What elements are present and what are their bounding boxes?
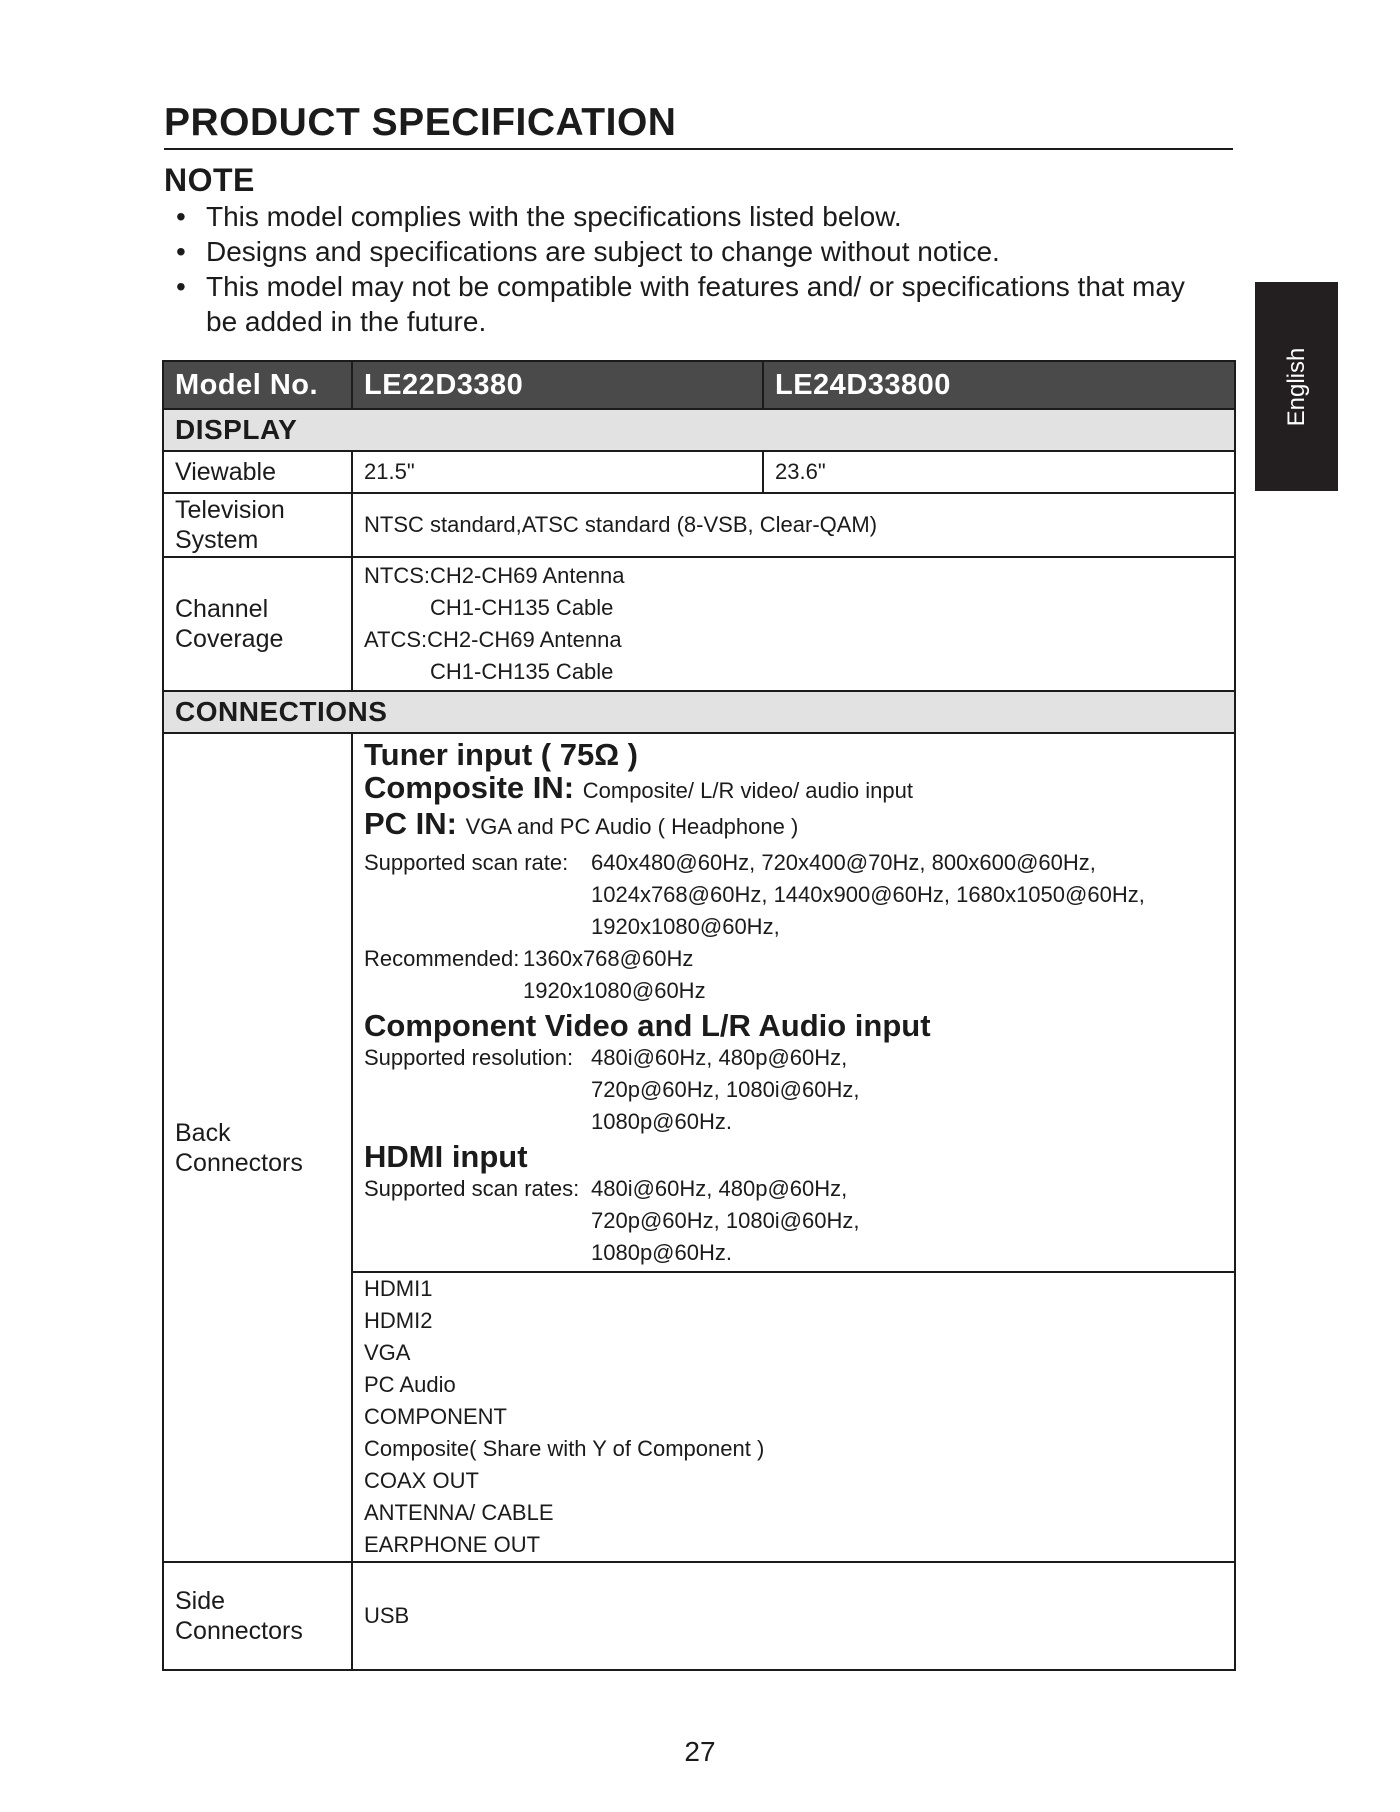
recommended-block	[364, 943, 1223, 1007]
side-connectors-label	[163, 1562, 352, 1670]
back-label-line1: Back	[175, 1118, 231, 1147]
back-inputs-cell	[352, 733, 1235, 1272]
tv-system-label-line1: Television	[175, 496, 285, 524]
side-label-line1: Side	[175, 1587, 226, 1615]
port-item: ANTENNA/ CABLE	[364, 1500, 554, 1525]
recommended-label: Recommended:	[364, 946, 520, 971]
viewable-label: Viewable	[163, 451, 352, 493]
recommended-line: 1360x768@60Hz	[523, 946, 694, 971]
channel-row	[163, 557, 1235, 691]
back-label-line2: Connectors	[175, 1148, 303, 1177]
pc-title: PC IN:	[364, 806, 457, 841]
tv-system-label-line2: System	[175, 526, 259, 554]
component-line: 1080p@60Hz.	[591, 1109, 732, 1134]
tv-system-row	[163, 493, 1235, 557]
component-label: Supported resolution:	[364, 1045, 574, 1070]
side-connectors-row	[163, 1562, 1235, 1670]
display-section-row	[163, 409, 1235, 451]
composite-desc: Composite/ L/R video/ audio input	[582, 778, 913, 803]
channel-line: ATCS:CH2-CH69 Antenna	[364, 627, 622, 652]
note-item	[174, 234, 1214, 269]
composite-title: Composite IN:	[364, 770, 575, 805]
ports-cell	[352, 1272, 1235, 1562]
hdmi-values	[591, 1173, 1223, 1269]
pc-scan-block	[364, 847, 1223, 943]
page-title: PRODUCT SPECIFICATION	[164, 98, 1233, 150]
bullet-icon: •	[176, 236, 186, 267]
port-item: HDMI1	[364, 1276, 433, 1301]
hdmi-line: 480i@60Hz, 480p@60Hz,	[591, 1176, 848, 1201]
pc-scan-label: Supported scan rate:	[364, 850, 569, 875]
language-tab-label: English	[1282, 347, 1310, 426]
pc-scan-line: 1920x1080@60Hz,	[591, 914, 780, 939]
channel-value	[352, 557, 1235, 691]
hdmi-line: 720p@60Hz, 1080i@60Hz,	[591, 1208, 860, 1233]
pc-scan-line: 640x480@60Hz, 720x400@70Hz, 800x600@60Hz,	[591, 850, 1096, 875]
tv-system-value: NTSC standard,ATSC standard (8-VSB, Clear-QAM)	[352, 493, 1235, 557]
hdmi-line: 1080p@60Hz.	[591, 1240, 732, 1265]
note-item	[174, 269, 1214, 339]
pc-line	[364, 807, 1223, 843]
port-item: COAX OUT	[364, 1468, 479, 1493]
bullet-icon: •	[176, 201, 186, 232]
channel-line: NTCS:CH2-CH69 Antenna	[364, 563, 625, 588]
pc-desc: VGA and PC Audio ( Headphone )	[465, 814, 799, 839]
note-item	[174, 199, 1214, 234]
composite-line	[364, 771, 1223, 807]
port-item: COMPONENT	[364, 1404, 507, 1429]
recommended-line: 1920x1080@60Hz	[523, 978, 706, 1003]
back-connectors-label	[163, 733, 352, 1562]
connections-section-row	[163, 691, 1235, 733]
channel-label-line1: Channel	[175, 595, 269, 623]
note-text: Designs and specifications are subject to change without notice.	[206, 236, 1000, 267]
model1-header: LE22D3380	[352, 361, 763, 409]
component-block	[364, 1042, 1223, 1138]
port-item: VGA	[364, 1340, 411, 1365]
note-list	[174, 199, 1214, 339]
connections-heading: CONNECTIONS	[163, 691, 1235, 733]
side-connectors-value: USB	[352, 1562, 1235, 1670]
back-connectors-row	[163, 733, 1235, 1272]
component-line: 720p@60Hz, 1080i@60Hz,	[591, 1077, 860, 1102]
port-item: EARPHONE OUT	[364, 1532, 541, 1557]
port-item: Composite( Share with Y of Component )	[364, 1436, 765, 1461]
pc-scan-line: 1024x768@60Hz, 1440x900@60Hz, 1680x1050@60Hz,	[591, 882, 1145, 907]
hdmi-title: HDMI input	[364, 1139, 528, 1174]
hdmi-block	[364, 1173, 1223, 1269]
channel-line: CH1-CH135 Cable	[430, 659, 614, 684]
pc-scan-values	[591, 847, 1223, 943]
hdmi-label: Supported scan rates:	[364, 1176, 580, 1201]
component-values	[591, 1042, 1223, 1138]
tv-system-label	[163, 493, 352, 557]
note-heading: NOTE	[164, 162, 255, 198]
table-header-row	[163, 361, 1235, 409]
page-number: 27	[684, 1736, 716, 1767]
component-title: Component Video and L/R Audio input	[364, 1008, 931, 1043]
note-text: This model may not be compatible with features and/ or specifications that may be added in the future.	[206, 271, 1185, 337]
channel-label	[163, 557, 352, 691]
tuner-title: Tuner input ( 75Ω )	[364, 737, 638, 772]
port-item: HDMI2	[364, 1308, 433, 1333]
recommended-values	[523, 943, 1223, 1007]
note-text: This model complies with the specifications listed below.	[206, 201, 902, 232]
channel-line: CH1-CH135 Cable	[430, 595, 614, 620]
spec-table	[162, 360, 1236, 1671]
bullet-icon: •	[176, 271, 186, 302]
display-heading: DISPLAY	[163, 409, 1235, 451]
viewable-model1: 21.5"	[352, 451, 763, 493]
side-label-line2: Connectors	[175, 1617, 303, 1645]
viewable-row	[163, 451, 1235, 493]
port-item: PC Audio	[364, 1372, 456, 1397]
language-tab	[1255, 282, 1338, 491]
model-no-header: Model No.	[163, 361, 352, 409]
model2-header: LE24D33800	[763, 361, 1235, 409]
component-line: 480i@60Hz, 480p@60Hz,	[591, 1045, 848, 1070]
viewable-model2: 23.6"	[763, 451, 1235, 493]
channel-label-line2: Coverage	[175, 625, 284, 653]
